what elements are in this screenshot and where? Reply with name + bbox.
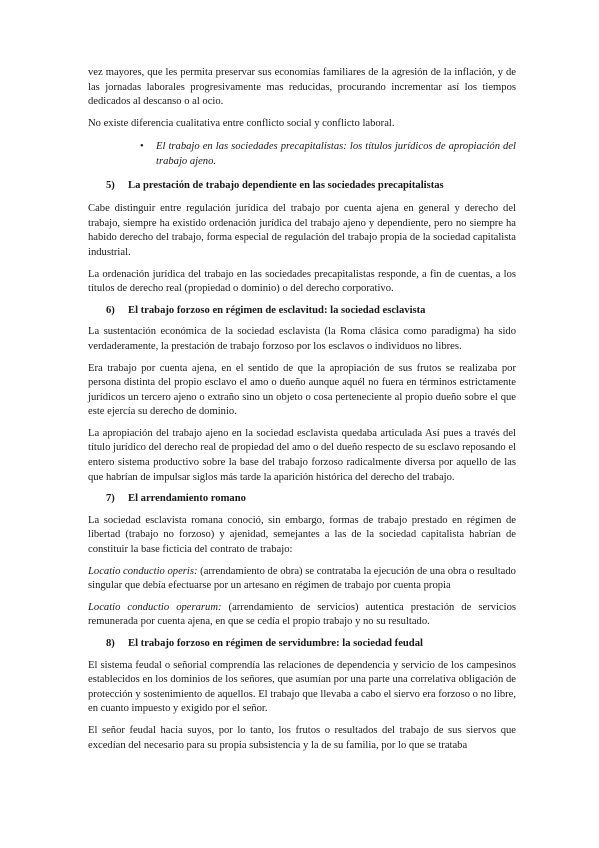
section-title: El arrendamiento romano [128, 493, 246, 505]
section-title: La prestación de trabajo dependiente en las sociedades precapitalistas [128, 179, 444, 191]
section-heading-8 [88, 637, 516, 652]
term-label: Locatio conductio operarum: [88, 601, 222, 613]
paragraph-conflict: No existe diferencia cualitativa entre conflicto social y conflicto laboral. [88, 117, 395, 129]
paragraph-feudal: El sistema feudal o señorial comprendía las relaciones de dependencia y servicio de los campesinos establecidos en los dominios de los señores, que asumían por una parte una correlativa obligación de protección y sostenimiento de aquellos. El trabajo que llevaba a cabo el siervo era forzoso o no libre, en cuanto impuesto y exigido por el señor. [88, 659, 516, 715]
paragraph-sustentacion: La sustentación económica de la sociedad esclavista (la Roma clásica como paradigma) ha sido verdaderamente, la prestación de trabajo forzoso por los esclavos o individuos no libres. [88, 326, 516, 352]
section-number: 6) [106, 304, 115, 316]
paragraph-apropiacion: La apropiación del trabajo ajeno en la sociedad esclavista quedaba articulada Así pues a través del título jurídico del derecho real de propiedad del amo o del dueño respecto de su esclavo reposando el entero sistema productivo sobre la base del trabajo forzoso radicalmente diversa por aquello de las que habrían de impulsar siglos más tarde la aparición histórica del derecho del trabajo. [88, 427, 517, 483]
document-page [88, 66, 516, 753]
paragraph-ordenacion: La ordenación jurídica del trabajo en las sociedades precapitalistas responde, a fin de cuentas, a los títulos de derecho real (propiedad o dominio) o del derecho corporativo. [88, 268, 516, 295]
bullet-item [88, 140, 516, 169]
term-definition: (arrendamiento de servicios) autentica prestación de servicios remunerada por cuenta ajena, en que se cedía el propio trabajo y no su resultado. [88, 601, 516, 628]
term-definition: (arrendamiento de obra) se contrataba la ejecución de una obra o resultado singular que debía efectuarse por un artesano en régimen de trabajo por cuenta propia [88, 565, 516, 592]
paragraph-regulation: Cabe distinguir entre regulación jurídica del trabajo por cuenta ajena en general y derecho del trabajo, siempre ha existido ordenación jurídica del trabajo ajeno y dependiente, pero no siempre ha habido derecho del trabajo, forma especial de regulación del trabajo propia de la sociedad capitalista industrial. [88, 203, 516, 258]
paragraph-inflation: vez mayores, que les permita preservar sus economías familiares de la agresión de la inflación, y de las jornadas laborales progresivamente mas reducidas, procurando incrementar así los tiempos dedicados al descanso o al ocio. [88, 67, 516, 108]
paragraph-locatio-operis [88, 565, 516, 594]
section-number: 5) [106, 179, 115, 191]
bullet-text: El trabajo en las sociedades precapitalistas: los títulos jurídicos de apropiación del trabajo ajeno. [156, 141, 516, 167]
section-title: El trabajo forzoso en régimen de servidumbre: la sociedad feudal [128, 638, 423, 649]
section-title: El trabajo forzoso en régimen de esclavitud: la sociedad esclavista [128, 304, 426, 316]
section-number: 7) [106, 493, 115, 505]
bullet-icon: • [140, 141, 144, 153]
paragraph-senor-feudal: El señor feudal hacia suyos, por lo tanto, los frutos o resultados del trabajo de sus siervos que excedían del necesario para su propia subsistencia y la de su familia, por lo que se trataba [88, 724, 516, 751]
section-heading-6 [88, 304, 516, 319]
paragraph-cuenta-ajena: Era trabajo por cuenta ajena, en el sentido de que la apropiación de sus frutos se realizaba por persona distinta del propio esclavo el amo o dueño aunque aquél no fuera en términos estrictamente jurídicos un tercero ajeno o extraño sino un objeto o cosa perteneciente al propio dueño sobre el que este ejercía su derecho de dominio. [88, 362, 516, 418]
paragraph-locatio-operarum [88, 601, 516, 630]
section-heading-7 [88, 492, 516, 507]
section-heading-5 [88, 179, 516, 194]
paragraph-arrendamiento: La sociedad esclavista romana conoció, sin embargo, formas de trabajo prestado en régimen de libertad (trabajo no forzoso) y ajenidad, semejantes a las de la sociedad capitalista habrían de constituir la base ficticia del contrato de trabajo: [88, 514, 516, 556]
section-number: 8) [106, 638, 115, 649]
term-label: Locatio conductio operis: [88, 565, 198, 577]
